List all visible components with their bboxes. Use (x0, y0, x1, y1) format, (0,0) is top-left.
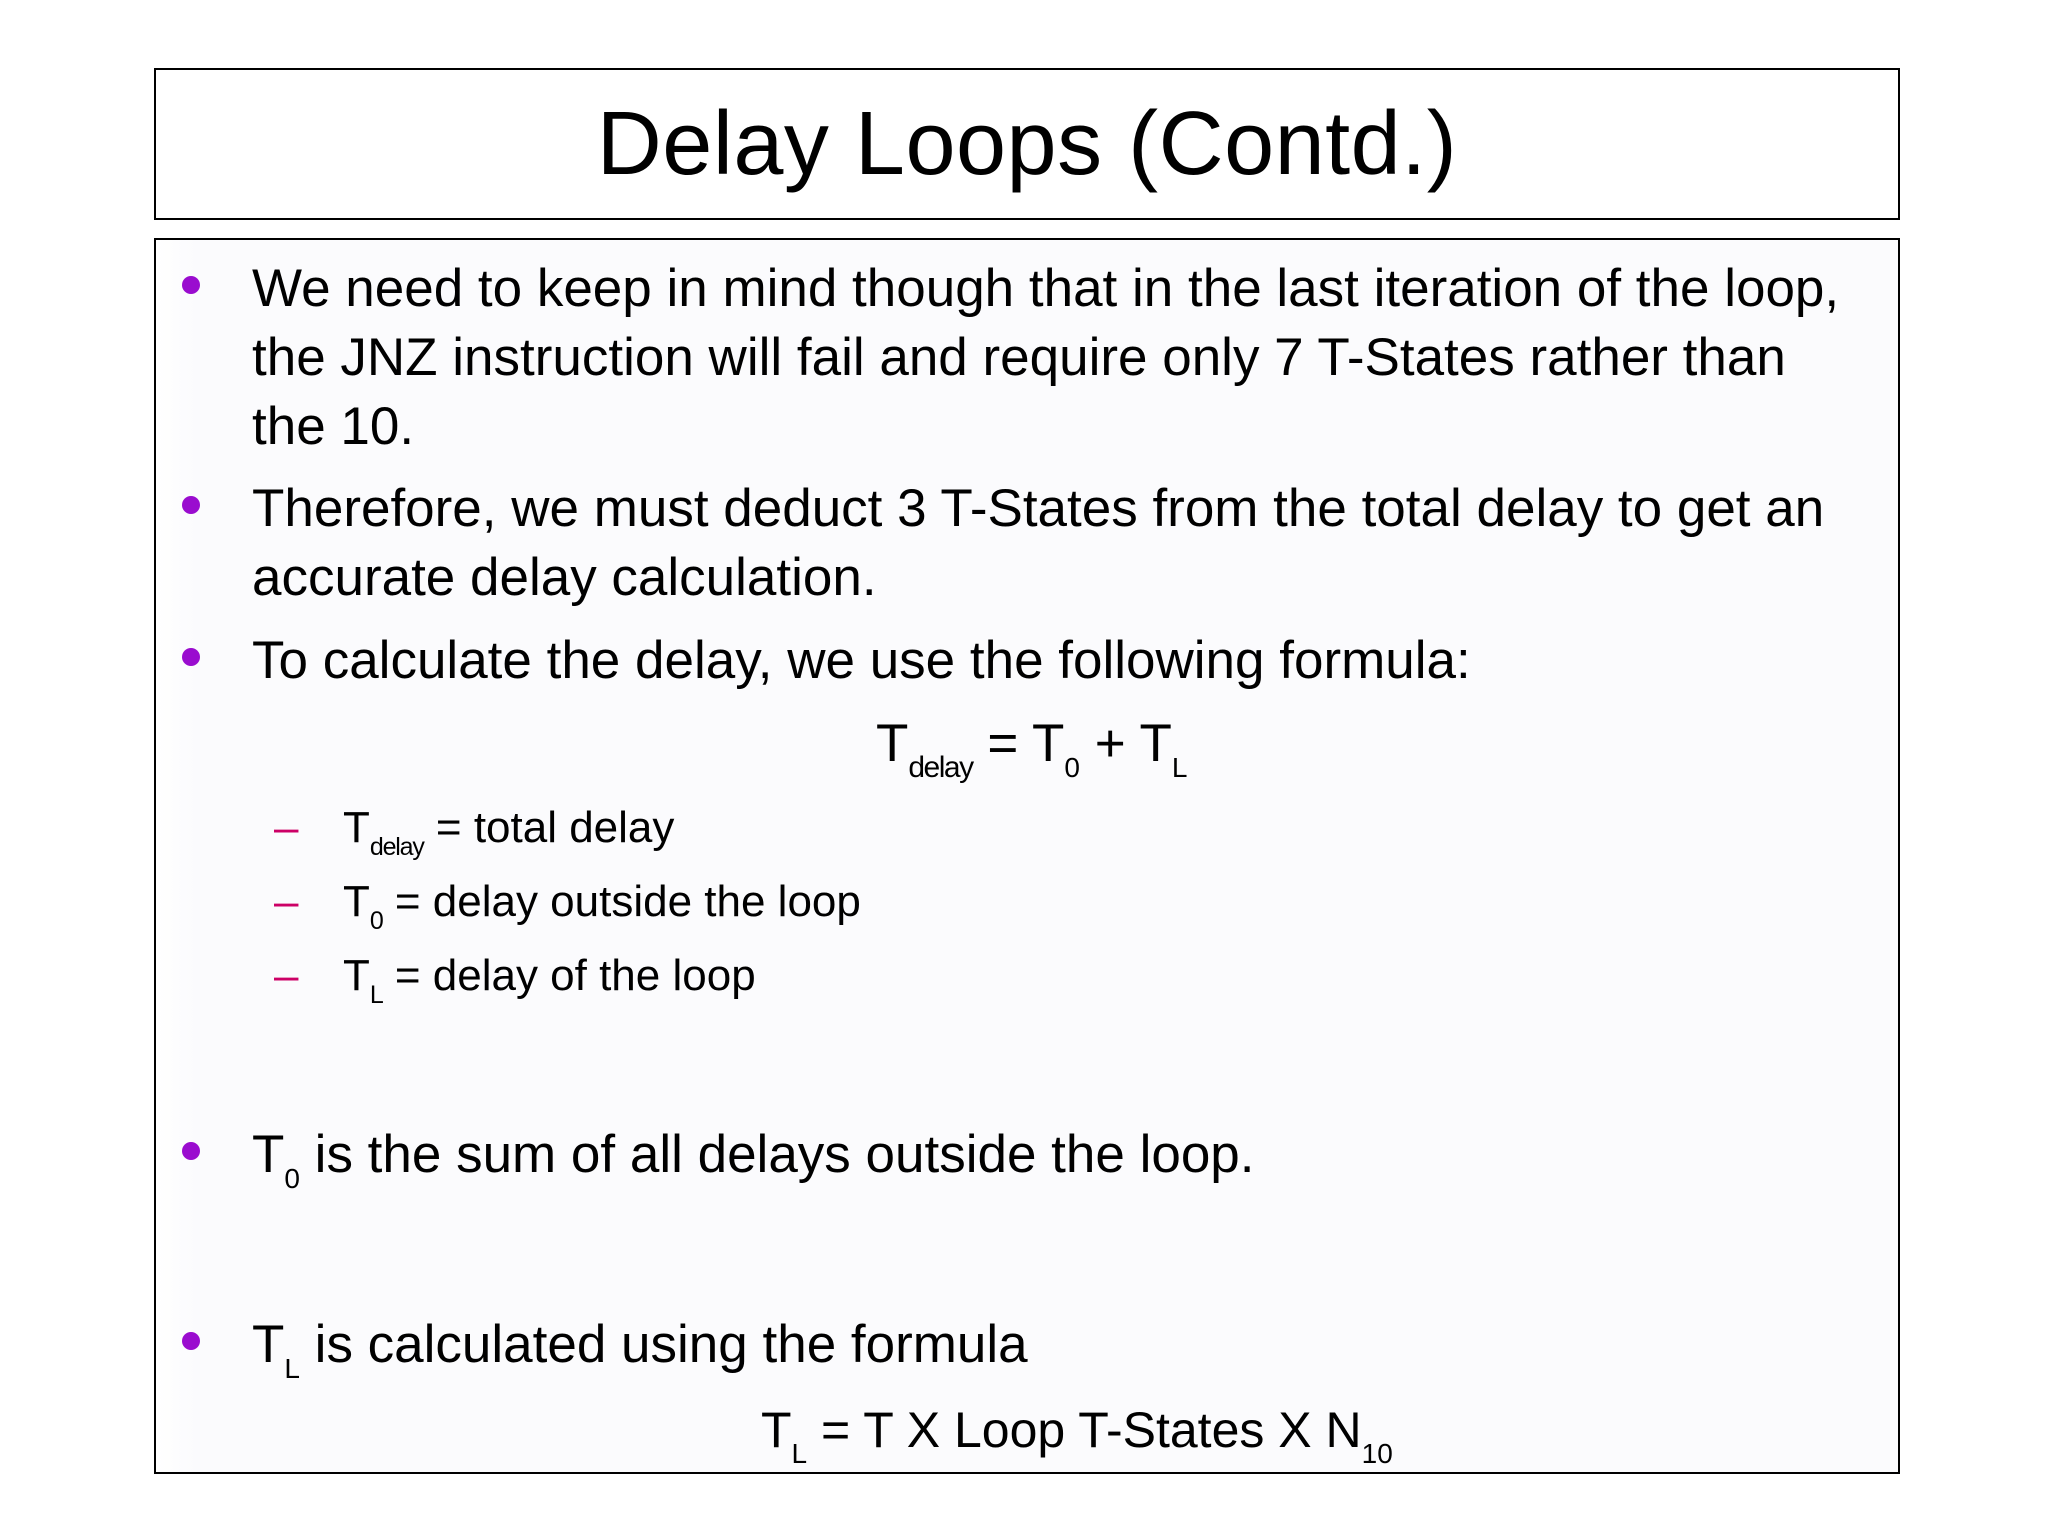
formula-operator: = (972, 714, 1033, 773)
sub-item-subscript: L (369, 981, 383, 1009)
bullet-dot-icon (182, 276, 200, 294)
formula-subscript: L (1171, 752, 1188, 783)
bullet-item-5 (252, 1310, 1872, 1403)
bullet-text-5: is calculated using the formula (299, 1315, 1028, 1374)
sub-item-text: = total delay (423, 803, 675, 852)
dash-icon: – (274, 803, 299, 852)
sub-item-t0 (274, 874, 861, 949)
bullet-item-2 (252, 474, 1872, 612)
bullet-item-4 (252, 1120, 1872, 1213)
bullet-dot-icon (182, 1142, 200, 1160)
bullet-text-4: is the sum of all delays outside the loop. (299, 1125, 1255, 1184)
formula-symbol: T (761, 1402, 792, 1458)
bullet-symbol: T (252, 1315, 285, 1374)
bullet-item-3 (252, 626, 1872, 695)
bullet-dot-icon (182, 1332, 200, 1350)
dash-icon: – (274, 877, 299, 926)
formula-symbol: T (876, 714, 909, 773)
formula-symbol: T (1032, 714, 1065, 773)
dash-icon: – (274, 951, 299, 1000)
bullet-text-2: Therefore, we must deduct 3 T-States from the total delay to get an accurate delay calculation. (252, 479, 1825, 607)
formula-subscript: L (791, 1438, 808, 1469)
bullet-subscript: 0 (284, 1163, 300, 1194)
sub-item-symbol: T (343, 803, 370, 852)
loop-delay-formula (761, 1400, 1393, 1484)
sub-item-subscript: 0 (369, 907, 383, 935)
sub-item-tdelay (274, 800, 675, 875)
formula-subscript: delay (908, 751, 973, 784)
delay-formula (876, 714, 1187, 798)
sub-item-subscript: delay (369, 833, 424, 861)
formula-expression: = T X Loop T-States X N (807, 1402, 1362, 1458)
bullet-subscript: L (284, 1353, 300, 1384)
slide-title: Delay Loops (Contd.) (596, 94, 1458, 194)
formula-symbol: T (1139, 714, 1172, 773)
sub-item-text: = delay of the loop (382, 951, 756, 1000)
sub-item-tl (274, 948, 756, 1023)
title-box (154, 68, 1900, 220)
bullet-dot-icon (182, 648, 200, 666)
bullet-text-1: We need to keep in mind though that in the last iteration of the loop, the JNZ instruction will fail and require only 7 T-States rather than the 10. (252, 259, 1840, 456)
formula-operator: + (1080, 714, 1140, 773)
sub-item-symbol: T (343, 877, 370, 926)
bullet-dot-icon (182, 496, 200, 514)
sub-item-text: = delay outside the loop (382, 877, 861, 926)
content-box (154, 238, 1900, 1474)
sub-item-symbol: T (343, 951, 370, 1000)
formula-subscript: 0 (1064, 752, 1080, 783)
formula-subscript: 10 (1361, 1438, 1393, 1469)
bullet-symbol: T (252, 1125, 285, 1184)
bullet-text-3: To calculate the delay, we use the following formula: (252, 631, 1471, 690)
bullet-item-1 (252, 254, 1872, 461)
